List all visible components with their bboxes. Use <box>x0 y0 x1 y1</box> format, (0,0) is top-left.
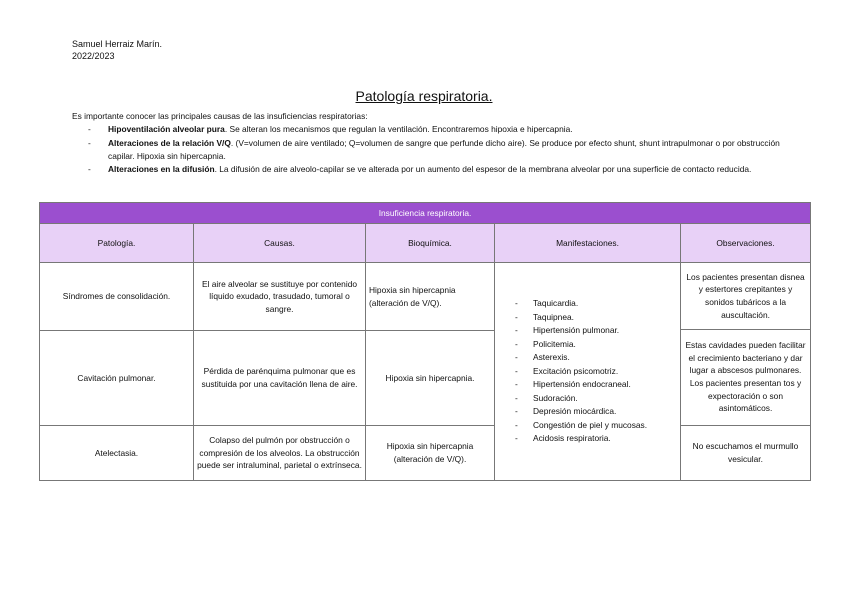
list-item: - Depresión miocárdica. <box>515 405 677 419</box>
cell-causas: Colapso del pulmón por obstrucción o compresión de los alveolos. La obstrucción puede ser intraluminal, parietal o extrínseca. <box>194 426 366 481</box>
intro-item <box>72 163 792 176</box>
intro-item-text: . La difusión de aire alveolo-capilar se ve alterada por un aumento del espesor de la membrana alveolar por una superficie de contacto reducida. <box>214 164 752 175</box>
list-item: - Hipertensión pulmonar. <box>515 324 677 338</box>
cell-bioquimica: Hipoxia sin hipercapnia (alteración de V/Q). <box>366 263 495 331</box>
insufficiency-table <box>39 202 811 481</box>
intro-item <box>72 137 792 164</box>
author-name: Samuel Herraiz Marín. <box>72 39 163 49</box>
list-item: - Taquipnea. <box>515 311 677 325</box>
intro-lead: Es importante conocer las principales causas de las insuficiencias respiratorias: <box>72 111 368 121</box>
column-header-manifestaciones: Manifestaciones. <box>495 224 681 263</box>
list-item: - Hipertensión endocraneal. <box>515 378 677 392</box>
cell-patologia: Síndromes de consolidación. <box>40 263 194 331</box>
intro-item-term: Alteraciones en la difusión <box>108 164 215 175</box>
table-header-row <box>40 224 811 263</box>
cell-manifestaciones <box>495 263 681 481</box>
list-item: - Taquicardia. <box>515 297 677 311</box>
intro-section <box>72 110 792 176</box>
cell-observaciones: Estas cavidades pueden facilitar el crecimiento bacteriano y dar lugar a abscesos pulmonares. Los pacientes presentan tos y expectoración o son asintomáticos. <box>685 340 806 414</box>
cell-causas: El aire alveolar se sustituye por contenido líquido exudado, trasudado, tumoral o sangre. <box>194 263 366 331</box>
cell-patologia: Atelectasia. <box>40 426 194 481</box>
intro-item-text: . Se alteran los mecanismos que regulan la ventilación. Encontraremos hipoxia e hipercapnia. <box>224 124 573 135</box>
column-header-causas: Causas. <box>194 224 366 263</box>
intro-item <box>72 123 792 136</box>
list-item: - Congestión de piel y mucosas. <box>515 419 677 433</box>
intro-list <box>72 123 792 176</box>
table-super-header: Insuficiencia respiratoria. <box>40 203 811 224</box>
cell-observaciones-group <box>681 263 811 426</box>
list-item: - Acidosis respiratoria. <box>515 432 677 446</box>
author-block <box>72 38 162 62</box>
list-item: - Policitemia. <box>515 338 677 352</box>
manifestaciones-list <box>515 297 677 446</box>
cell-observaciones: No escuchamos el murmullo vesicular. <box>681 426 811 481</box>
intro-item-text: . (V=volumen de aire ventilado; Q=volumen de sangre que perfunde dicho aire). Se produce por efecto shunt, shunt intrapulmonar o por obstrucción capilar. Hipoxia sin hipercapnia. <box>108 137 780 161</box>
cell-bioquimica: Hipoxia sin hipercapnia. <box>366 331 495 426</box>
page-title: Patología respiratoria. <box>355 88 493 104</box>
list-item: - Excitación psicomotriz. <box>515 365 677 379</box>
list-item: - Sudoración. <box>515 392 677 406</box>
academic-year: 2022/2023 <box>72 51 115 61</box>
intro-item-term: Hipoventilación alveolar pura <box>108 124 225 135</box>
intro-item-term: Alteraciones de la relación V/Q <box>108 137 231 148</box>
column-header-bioquimica: Bioquímica. <box>366 224 495 263</box>
cell-bioquimica: Hipoxia sin hipercapnia (alteración de V/Q). <box>366 426 495 481</box>
cell-patologia: Cavitación pulmonar. <box>40 331 194 426</box>
table-super-header-row <box>40 203 811 224</box>
table-row <box>40 263 811 331</box>
column-header-observaciones: Observaciones. <box>681 224 811 263</box>
column-header-patologia: Patología. <box>40 224 194 263</box>
table-row <box>40 426 811 481</box>
cell-observaciones: Los pacientes presentan disnea y estertores crepitantes y sonidos tubáricos a la auscultación. <box>681 263 810 330</box>
list-item: - Asterexis. <box>515 351 677 365</box>
cell-causas: Pérdida de parénquima pulmonar que es sustituida por una cavitación llena de aire. <box>194 331 366 426</box>
